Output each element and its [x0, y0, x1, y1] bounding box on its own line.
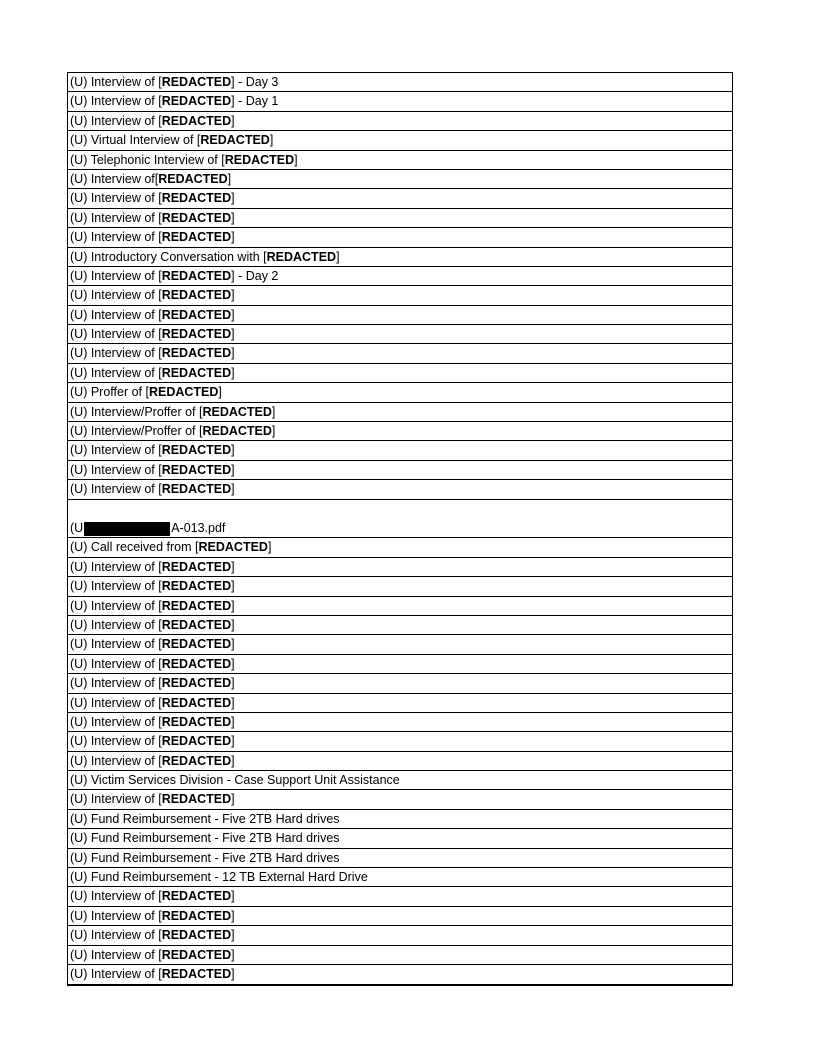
redacted-label: REDACTED [224, 152, 295, 167]
row-text: (U) Interview of [ [70, 947, 162, 962]
table-row [68, 694, 732, 713]
redacted-label: REDACTED [161, 230, 232, 245]
table-row [68, 965, 732, 984]
row-text: (U) Interview of [ [70, 210, 162, 225]
row-text: (U) Interview of [ [70, 753, 162, 768]
table-row [68, 480, 732, 499]
redacted-label: REDACTED [161, 637, 232, 652]
row-text: (U) Fund Reimbursement - Five 2TB Hard drives [70, 811, 340, 826]
redacted-label: REDACTED [161, 75, 232, 89]
row-text: (U) Interview of [ [70, 928, 162, 943]
row-text: ] [231, 327, 235, 342]
row-text: (U) Interview of [ [70, 714, 162, 729]
row-text: (U) Interview of [ [70, 443, 162, 458]
table-row [68, 131, 732, 150]
redacted-label: REDACTED [161, 792, 232, 807]
redacted-label: REDACTED [198, 540, 268, 555]
row-text: ] [231, 307, 235, 322]
row-text: (U) Interview of [ [70, 559, 162, 574]
redacted-label: REDACTED [161, 598, 232, 613]
row-text: ] [231, 365, 235, 380]
table-row [68, 92, 732, 111]
row-text: ] [231, 482, 235, 497]
redacted-label: REDACTED [161, 579, 232, 594]
redacted-label: REDACTED [161, 346, 232, 361]
redaction-bar [84, 522, 170, 536]
row-text: (U) Call received from [ [70, 540, 199, 555]
row-text: ] [231, 598, 235, 613]
table-row [68, 752, 732, 771]
row-text: ] [231, 637, 235, 652]
table-row [68, 112, 732, 131]
redacted-label: REDACTED [161, 443, 232, 458]
redacted-label: REDACTED [161, 365, 232, 380]
row-text: (U) Interview of [ [70, 94, 162, 109]
table-row [68, 771, 732, 790]
table-row [68, 616, 732, 635]
row-text: ] [231, 559, 235, 574]
row-text: ] [231, 928, 235, 943]
row-text: ] [231, 753, 235, 768]
row-text: ] [267, 540, 272, 555]
row-text: (U) Interview of [ [70, 75, 162, 89]
redacted-label: REDACTED [161, 94, 232, 109]
row-text: (U) Interview of [ [70, 617, 162, 632]
redacted-label: REDACTED [161, 462, 232, 477]
row-text: ] [227, 171, 232, 186]
table-row [68, 849, 732, 868]
redacted-label: REDACTED [161, 889, 232, 904]
table-row [68, 422, 732, 441]
row-text: ] [218, 385, 222, 400]
table-row [68, 286, 732, 305]
table-row [68, 907, 732, 926]
row-text: ] [231, 889, 235, 904]
row-text: (U) Interview of [ [70, 889, 162, 904]
row-text: (U) Interview of [ [70, 191, 162, 206]
row-text: (U) Interview of [ [70, 637, 162, 652]
row-text: ] [231, 443, 235, 458]
row-text: ] [231, 676, 235, 691]
row-text: ] [231, 947, 235, 962]
table-row [68, 383, 732, 402]
redacted-label: REDACTED [161, 908, 232, 923]
row-text: ] [271, 424, 276, 439]
redacted-label: REDACTED [161, 656, 232, 671]
table-row [68, 946, 732, 965]
row-text: (U) Interview of [ [70, 656, 162, 671]
row-text: (U) Interview/Proffer of [ [70, 404, 203, 419]
row-text: ] [231, 113, 235, 128]
redacted-label: REDACTED [161, 268, 232, 283]
table-row [68, 306, 732, 325]
table-row [68, 635, 732, 654]
row-text: (U) Interview of [ [70, 579, 162, 594]
redacted-label: REDACTED [200, 133, 270, 148]
table-row [68, 248, 732, 267]
row-text: (U) Interview of [ [70, 288, 162, 303]
table-row [68, 558, 732, 577]
redacted-label: REDACTED [161, 327, 232, 342]
table-row [68, 597, 732, 616]
row-text: ] [231, 617, 235, 632]
row-text: ] [269, 133, 274, 148]
table-row [68, 713, 732, 732]
table-row [68, 151, 732, 170]
redacted-label: REDACTED [161, 753, 232, 768]
redacted-label: REDACTED [158, 171, 228, 186]
table-row [68, 364, 732, 383]
row-text: (U) Victim Services Division - Case Support Unit Assistance [70, 773, 400, 788]
redacted-label: REDACTED [161, 966, 232, 981]
redacted-label: REDACTED [161, 210, 232, 225]
row-text: (U) Interview of [ [70, 792, 162, 807]
row-text: ] [294, 152, 298, 167]
redacted-label: REDACTED [266, 249, 337, 264]
redacted-label: REDACTED [161, 559, 232, 574]
row-text: ] [231, 714, 235, 729]
row-text: (U) Interview of [ [70, 230, 162, 245]
redacted-label: REDACTED [161, 947, 232, 962]
row-text: ] [231, 346, 235, 361]
table-row [68, 674, 732, 693]
table-row [68, 73, 732, 92]
row-text: (U) Interview of [ [70, 268, 162, 283]
row-text: (U) Interview of [ [70, 327, 162, 342]
table-row [68, 461, 732, 480]
row-text: ] [271, 404, 276, 419]
table-row [68, 209, 732, 228]
row-text: (U) Interview of[ [70, 171, 159, 186]
row-text: ] - Day 2 [231, 268, 279, 283]
row-text: (U) Interview of [ [70, 734, 162, 749]
redacted-label: REDACTED [161, 928, 232, 943]
redacted-label: REDACTED [161, 191, 232, 206]
row-text: ] [231, 734, 235, 749]
redacted-label: REDACTED [161, 617, 232, 632]
row-text: ] [336, 249, 340, 264]
redacted-label: REDACTED [161, 113, 232, 128]
table-row [68, 868, 732, 887]
row-text: ] [231, 792, 235, 807]
row-text: (U) Interview of [ [70, 462, 162, 477]
redacted-label: REDACTED [161, 734, 232, 749]
row-text: (U) Interview of [ [70, 365, 162, 380]
redacted-label: REDACTED [161, 307, 232, 322]
redacted-label: REDACTED [148, 385, 219, 400]
row-text: ] [231, 695, 235, 710]
row-text: ] [231, 966, 235, 981]
table-row [68, 655, 732, 674]
row-text: ] [231, 210, 235, 225]
table-row [68, 189, 732, 208]
table-row [68, 267, 732, 286]
table-row [68, 577, 732, 596]
records-table [67, 72, 733, 986]
row-text: (U) Virtual Interview of [ [70, 133, 201, 148]
table-row [68, 732, 732, 751]
row-text: ] - Day 3 [231, 75, 279, 89]
table-row [68, 500, 732, 539]
row-text: (U) Telephonic Interview of [ [70, 152, 225, 167]
row-text: ] [231, 230, 235, 245]
row-text: (U) Interview of [ [70, 695, 162, 710]
table-row [68, 403, 732, 422]
table-row [68, 344, 732, 363]
table-row [68, 926, 732, 945]
table-row [68, 441, 732, 460]
redacted-label: REDACTED [161, 482, 232, 497]
redacted-label: REDACTED [161, 676, 232, 691]
row-text: (U) Interview of [ [70, 966, 162, 981]
row-text: ] [231, 462, 235, 477]
row-text: (U) Interview of [ [70, 346, 162, 361]
row-text: ] [231, 288, 235, 303]
row-text: (U) Introductory Conversation with [ [70, 249, 267, 264]
table-row [68, 170, 732, 189]
table-row [68, 829, 732, 848]
row-text: ] [231, 908, 235, 923]
row-text: A-013.pdf [171, 520, 226, 535]
row-text: (U) Interview of [ [70, 113, 162, 128]
table-row [68, 810, 732, 829]
row-text: ] [231, 579, 235, 594]
redacted-label: REDACTED [161, 714, 232, 729]
redacted-label: REDACTED [161, 695, 232, 710]
row-text: ] [231, 656, 235, 671]
row-text: (U) Interview of [ [70, 482, 162, 497]
table-row [68, 538, 732, 557]
row-text: (U) Interview of [ [70, 908, 162, 923]
row-text: (U) Proffer of [ [70, 385, 149, 400]
row-text: (U) Interview of [ [70, 307, 162, 322]
redacted-label: REDACTED [202, 424, 272, 439]
table-row [68, 887, 732, 906]
row-text: (U) Interview of [ [70, 598, 162, 613]
row-text: ] - Day 1 [231, 94, 279, 109]
row-text: (U) Fund Reimbursement - 12 TB External Hard Drive [70, 870, 368, 885]
table-row [68, 325, 732, 344]
row-text: (U [70, 520, 84, 535]
table-row [68, 790, 732, 809]
row-text: ] [231, 191, 235, 206]
row-text: (U) Interview of [ [70, 676, 162, 691]
row-text: (U) Fund Reimbursement - Five 2TB Hard drives [70, 850, 340, 865]
redacted-label: REDACTED [161, 288, 232, 303]
row-text: (U) Fund Reimbursement - Five 2TB Hard drives [70, 831, 340, 846]
redacted-label: REDACTED [202, 404, 272, 419]
row-text: (U) Interview/Proffer of [ [70, 424, 203, 439]
table-row [68, 228, 732, 247]
